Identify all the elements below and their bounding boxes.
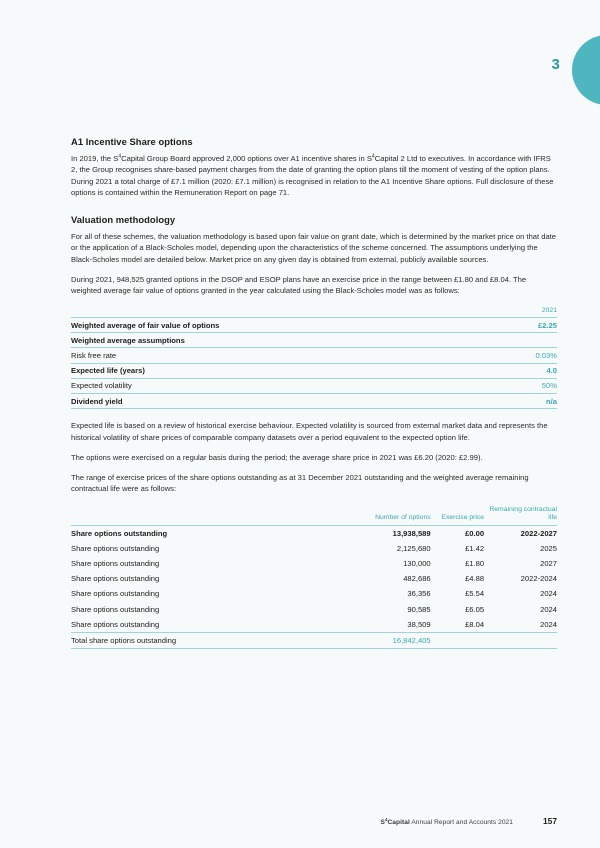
heading-a1-incentive-share-options: A1 Incentive Share options	[71, 136, 193, 147]
row-label: Expected volatility	[71, 378, 450, 393]
table-row-total	[71, 632, 557, 648]
table-row	[71, 348, 557, 363]
footer-brand-line	[380, 816, 514, 826]
assumptions-header-year: 2021	[541, 306, 557, 314]
chapter-circle-decoration	[572, 35, 600, 105]
row-life: 2027	[540, 558, 557, 568]
paragraph-expected-life: Expected life is based on a review of historical exercise behaviour. Expected volatility is sourced from external market data and represents the historical volatility of share prices of comparable company datasets over a period equivalent to the expected option life.	[71, 421, 548, 442]
row-price: £5.54	[465, 589, 485, 599]
table-row	[71, 525, 557, 541]
row-life: 2022-2027	[520, 528, 557, 538]
table-row	[71, 601, 557, 616]
row-price: £6.05	[465, 604, 485, 614]
row-price: £1.80	[465, 558, 485, 568]
row-life: 2024	[540, 604, 557, 614]
footer-report-text: Annual Report and Accounts 2021	[409, 819, 513, 826]
row-label: Expected life (years)	[71, 363, 450, 378]
superscript-four: 4	[371, 153, 375, 160]
table-row	[71, 318, 557, 333]
row-label: Share options outstanding	[71, 528, 168, 538]
row-label: Dividend yield	[71, 394, 450, 409]
table-row	[71, 394, 557, 409]
table-row	[71, 541, 557, 556]
row-life: 2024	[540, 619, 557, 629]
paragraph-valuation-2: During 2021, 948,525 granted options in the DSOP and ESOP plans have an exercise price in the range between £1.80 and £8.04. The weighted average fair value of options granted in the year calculated using the Black-Scholes model was as follows:	[71, 275, 527, 296]
row-number: 482,686	[403, 574, 431, 584]
row-value: 50%	[450, 378, 557, 393]
row-life: 2024	[540, 589, 557, 599]
row-value	[450, 333, 557, 348]
table-row	[71, 617, 557, 633]
assumptions-table-header-row	[71, 307, 557, 318]
paragraph-range-of-exercise-prices: The range of exercise prices of the share options outstanding as at 31 December 2021 outstanding and the weighted average remaining contractual life were as follows:	[71, 473, 529, 494]
row-number: 36,356	[407, 589, 431, 599]
row-price: £8.04	[465, 619, 485, 629]
options-header-blank	[71, 506, 353, 525]
row-value: £2.25	[450, 318, 557, 333]
page-content	[71, 136, 557, 660]
row-label: Share options outstanding	[71, 558, 160, 568]
row-life: 2022-2024	[520, 574, 557, 584]
footer-page-number: 157	[543, 816, 557, 826]
row-number: 130,000	[403, 558, 431, 568]
row-label: Weighted average of fair value of options	[71, 318, 450, 333]
chapter-number: 3	[551, 56, 560, 73]
total-number: 16,842,405	[353, 632, 431, 648]
table-row	[71, 378, 557, 393]
row-life: 2025	[540, 543, 557, 553]
row-label: Share options outstanding	[71, 619, 160, 629]
footer-brand-suffix: Capital	[387, 819, 410, 826]
table-row	[71, 363, 557, 378]
page-footer	[71, 816, 557, 826]
row-number: 38,509	[407, 619, 431, 629]
assumptions-table-body	[71, 318, 557, 409]
table-row	[71, 333, 557, 348]
row-label: Share options outstanding	[71, 543, 160, 553]
row-number: 13,938,589	[392, 528, 431, 538]
options-table-body	[71, 525, 557, 649]
row-label: Weighted average assumptions	[71, 333, 450, 348]
table-row	[71, 556, 557, 571]
row-label: Share options outstanding	[71, 574, 160, 584]
row-value: 0.03%	[450, 348, 557, 363]
footer-brand-prefix: S	[380, 819, 385, 826]
row-label: Share options outstanding	[71, 589, 160, 599]
row-value: n/a	[450, 394, 557, 409]
paragraph-average-share-price: The options were exercised on a regular basis during the period; the average share price in 2021 was £6.20 (2020: £2.99).	[71, 452, 483, 462]
total-price	[431, 632, 484, 648]
row-price: £1.42	[465, 543, 485, 553]
share-options-outstanding-table	[71, 506, 557, 649]
options-header-number-of-options: Number of options	[353, 506, 431, 525]
table-row	[71, 571, 557, 586]
heading-valuation-methodology: Valuation methodology	[71, 214, 176, 226]
row-number: 2,125,680	[396, 543, 431, 553]
options-header-exercise-price: Exercise price	[431, 506, 484, 525]
superscript-four: 4	[118, 153, 122, 160]
row-label: Share options outstanding	[71, 604, 160, 614]
row-value: 4.0	[450, 363, 557, 378]
paragraph-valuation-1: For all of these schemes, the valuation methodology is based upon fair value on grant date, which is determined by the market price on that date or the application of a Black-Scholes model, depending upon the characteristics of the scheme concerned. The assumptions underlying the Black-Scholes model are detailed below. Market price on any given day is obtained from external, publicly available sources.	[71, 232, 557, 264]
row-label: Risk free rate	[71, 348, 450, 363]
row-price: £0.00	[465, 528, 485, 538]
assumptions-table	[71, 307, 557, 410]
footer-superscript-four: 4	[384, 816, 388, 822]
row-number: 90,585	[407, 604, 431, 614]
paragraph-a1-incentive: In 2019, the $S^4Capital$ Group Board approved 2,000 options over A1 incentive shares in $S^4Capital$ 2 Ltd to executives. In accordance with IFRS 2, the Group recognises share-based payment charges from the date of granting the option plans till the moment of vesting of the option plans. During 2021 a total charge of £7.1 million (2020: £7.1 million) is recognised in relation to the A1 Incentive Share options. Full disclosure of these options is contained within the Remuneration Report on page 71.	[71, 153, 554, 197]
row-price: £4.88	[465, 574, 485, 584]
options-table-header-row	[71, 506, 557, 525]
options-header-remaining-contractual-life: Remaining contractual life	[484, 506, 557, 525]
assumptions-header-blank	[71, 307, 450, 318]
total-life	[484, 632, 557, 648]
total-label: Total share options outstanding	[71, 632, 353, 648]
table-row	[71, 586, 557, 601]
